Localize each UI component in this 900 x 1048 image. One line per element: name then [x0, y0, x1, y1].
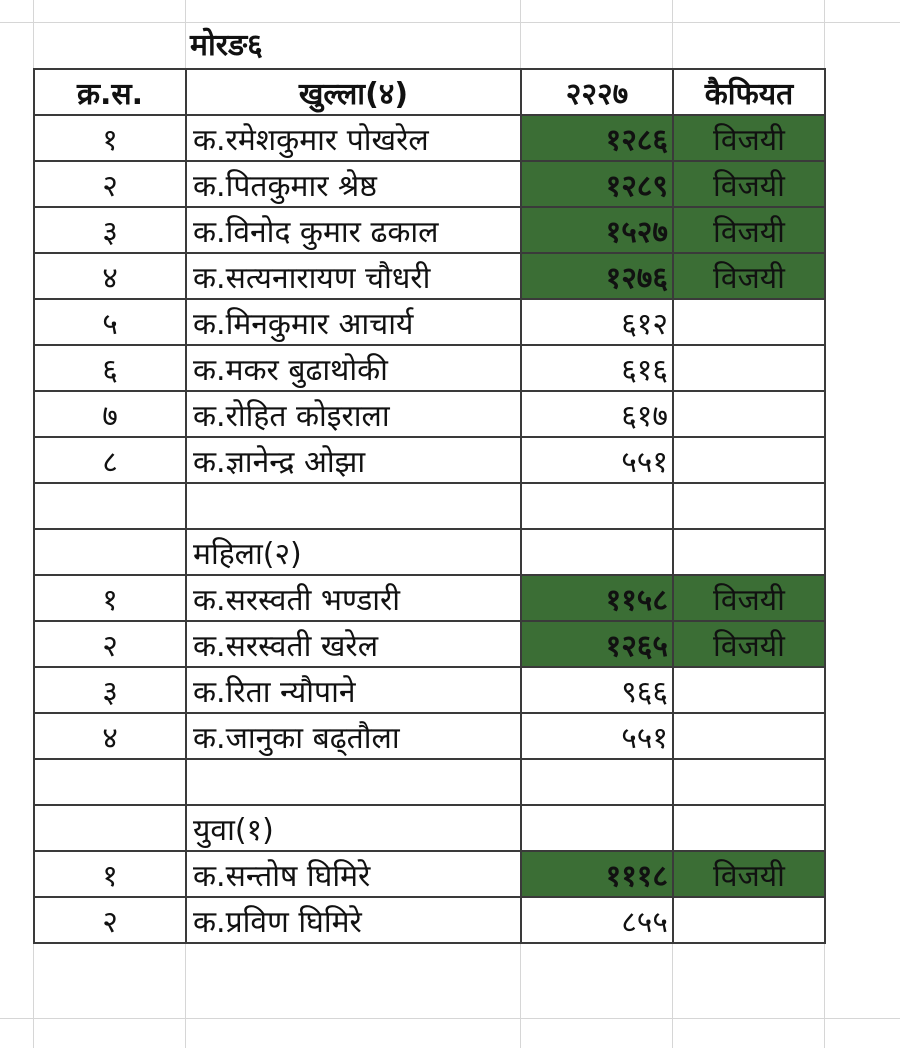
votes-cell[interactable]: ६१६: [521, 345, 673, 391]
gridline: [0, 22, 900, 23]
votes-cell[interactable]: ११५८: [521, 575, 673, 621]
serial-cell[interactable]: ४: [34, 713, 186, 759]
candidate-name-cell[interactable]: क.विनोद कुमार ढकाल: [186, 207, 521, 253]
remark-cell[interactable]: [673, 437, 825, 483]
gridline: [0, 1018, 900, 1019]
votes-cell[interactable]: ६१२: [521, 299, 673, 345]
votes-cell[interactable]: १५२७: [521, 207, 673, 253]
results-table: [33, 68, 826, 944]
empty-cell[interactable]: [521, 483, 673, 529]
remark-cell[interactable]: विजयी: [673, 621, 825, 667]
table-row: [34, 437, 825, 483]
sheet-title[interactable]: मोरङ६: [190, 28, 263, 63]
table-row: [34, 161, 825, 207]
remark-cell[interactable]: [673, 667, 825, 713]
remark-cell[interactable]: विजयी: [673, 253, 825, 299]
section-row: [34, 529, 825, 575]
empty-cell[interactable]: [521, 529, 673, 575]
serial-cell[interactable]: १: [34, 575, 186, 621]
candidate-name-cell[interactable]: क.मिनकुमार आचार्य: [186, 299, 521, 345]
empty-cell[interactable]: [673, 529, 825, 575]
section-row: [34, 805, 825, 851]
remark-cell[interactable]: विजयी: [673, 115, 825, 161]
section-label[interactable]: महिला(२): [186, 529, 521, 575]
blank-row: [34, 759, 825, 805]
votes-cell[interactable]: ५५१: [521, 437, 673, 483]
votes-cell[interactable]: १११८: [521, 851, 673, 897]
remark-cell[interactable]: [673, 713, 825, 759]
candidate-name-cell[interactable]: क.सरस्वती खरेल: [186, 621, 521, 667]
serial-cell[interactable]: ३: [34, 667, 186, 713]
header-category[interactable]: खुल्ला(४): [186, 69, 521, 115]
serial-cell[interactable]: १: [34, 115, 186, 161]
table-row: [34, 207, 825, 253]
votes-cell[interactable]: १२८९: [521, 161, 673, 207]
empty-cell[interactable]: [34, 759, 186, 805]
empty-cell[interactable]: [673, 759, 825, 805]
empty-cell[interactable]: [34, 483, 186, 529]
empty-cell[interactable]: [186, 483, 521, 529]
serial-cell[interactable]: ५: [34, 299, 186, 345]
votes-cell[interactable]: १२७६: [521, 253, 673, 299]
serial-cell[interactable]: ७: [34, 391, 186, 437]
table-row: [34, 897, 825, 943]
table-row: [34, 299, 825, 345]
serial-cell[interactable]: ६: [34, 345, 186, 391]
remark-cell[interactable]: विजयी: [673, 161, 825, 207]
serial-cell[interactable]: ३: [34, 207, 186, 253]
candidate-name-cell[interactable]: क.ज्ञानेन्द्र ओझा: [186, 437, 521, 483]
table-row: [34, 391, 825, 437]
blank-row: [34, 483, 825, 529]
header-votes[interactable]: २२२७: [521, 69, 673, 115]
serial-cell[interactable]: २: [34, 897, 186, 943]
candidate-name-cell[interactable]: क.रोहित कोइराला: [186, 391, 521, 437]
table-row: [34, 575, 825, 621]
empty-cell[interactable]: [34, 805, 186, 851]
votes-cell[interactable]: ८५५: [521, 897, 673, 943]
remark-cell[interactable]: [673, 345, 825, 391]
remark-cell[interactable]: विजयी: [673, 851, 825, 897]
votes-cell[interactable]: १२८६: [521, 115, 673, 161]
table-row: [34, 667, 825, 713]
serial-cell[interactable]: ४: [34, 253, 186, 299]
table-row: [34, 253, 825, 299]
votes-cell[interactable]: ६१७: [521, 391, 673, 437]
candidate-name-cell[interactable]: क.सरस्वती भण्डारी: [186, 575, 521, 621]
header-row: [34, 69, 825, 115]
remark-cell[interactable]: विजयी: [673, 575, 825, 621]
serial-cell[interactable]: २: [34, 161, 186, 207]
candidate-name-cell[interactable]: क.सत्यनारायण चौधरी: [186, 253, 521, 299]
empty-cell[interactable]: [673, 483, 825, 529]
votes-cell[interactable]: १२६५: [521, 621, 673, 667]
empty-cell[interactable]: [673, 805, 825, 851]
table-row: [34, 345, 825, 391]
section-label[interactable]: युवा(१): [186, 805, 521, 851]
candidate-name-cell[interactable]: क.पितकुमार श्रेष्ठ: [186, 161, 521, 207]
empty-cell[interactable]: [186, 759, 521, 805]
remark-cell[interactable]: [673, 299, 825, 345]
header-remarks[interactable]: कैफियत: [673, 69, 825, 115]
table-row: [34, 713, 825, 759]
remark-cell[interactable]: [673, 897, 825, 943]
table-row: [34, 115, 825, 161]
serial-cell[interactable]: २: [34, 621, 186, 667]
candidate-name-cell[interactable]: क.रमेशकुमार पोखरेल: [186, 115, 521, 161]
remark-cell[interactable]: [673, 391, 825, 437]
candidate-name-cell[interactable]: क.सन्तोष घिमिरे: [186, 851, 521, 897]
votes-cell[interactable]: ५५१: [521, 713, 673, 759]
serial-cell[interactable]: १: [34, 851, 186, 897]
table-row: [34, 621, 825, 667]
empty-cell[interactable]: [34, 529, 186, 575]
empty-cell[interactable]: [521, 805, 673, 851]
votes-cell[interactable]: ९६६: [521, 667, 673, 713]
remark-cell[interactable]: विजयी: [673, 207, 825, 253]
candidate-name-cell[interactable]: क.रिता न्यौपाने: [186, 667, 521, 713]
candidate-name-cell[interactable]: क.जानुका बढ्तौला: [186, 713, 521, 759]
table-row: [34, 851, 825, 897]
candidate-name-cell[interactable]: क.प्रविण घिमिरे: [186, 897, 521, 943]
header-serial[interactable]: क्र.स.: [34, 69, 186, 115]
candidate-name-cell[interactable]: क.मकर बुढाथोकी: [186, 345, 521, 391]
serial-cell[interactable]: ८: [34, 437, 186, 483]
empty-cell[interactable]: [521, 759, 673, 805]
